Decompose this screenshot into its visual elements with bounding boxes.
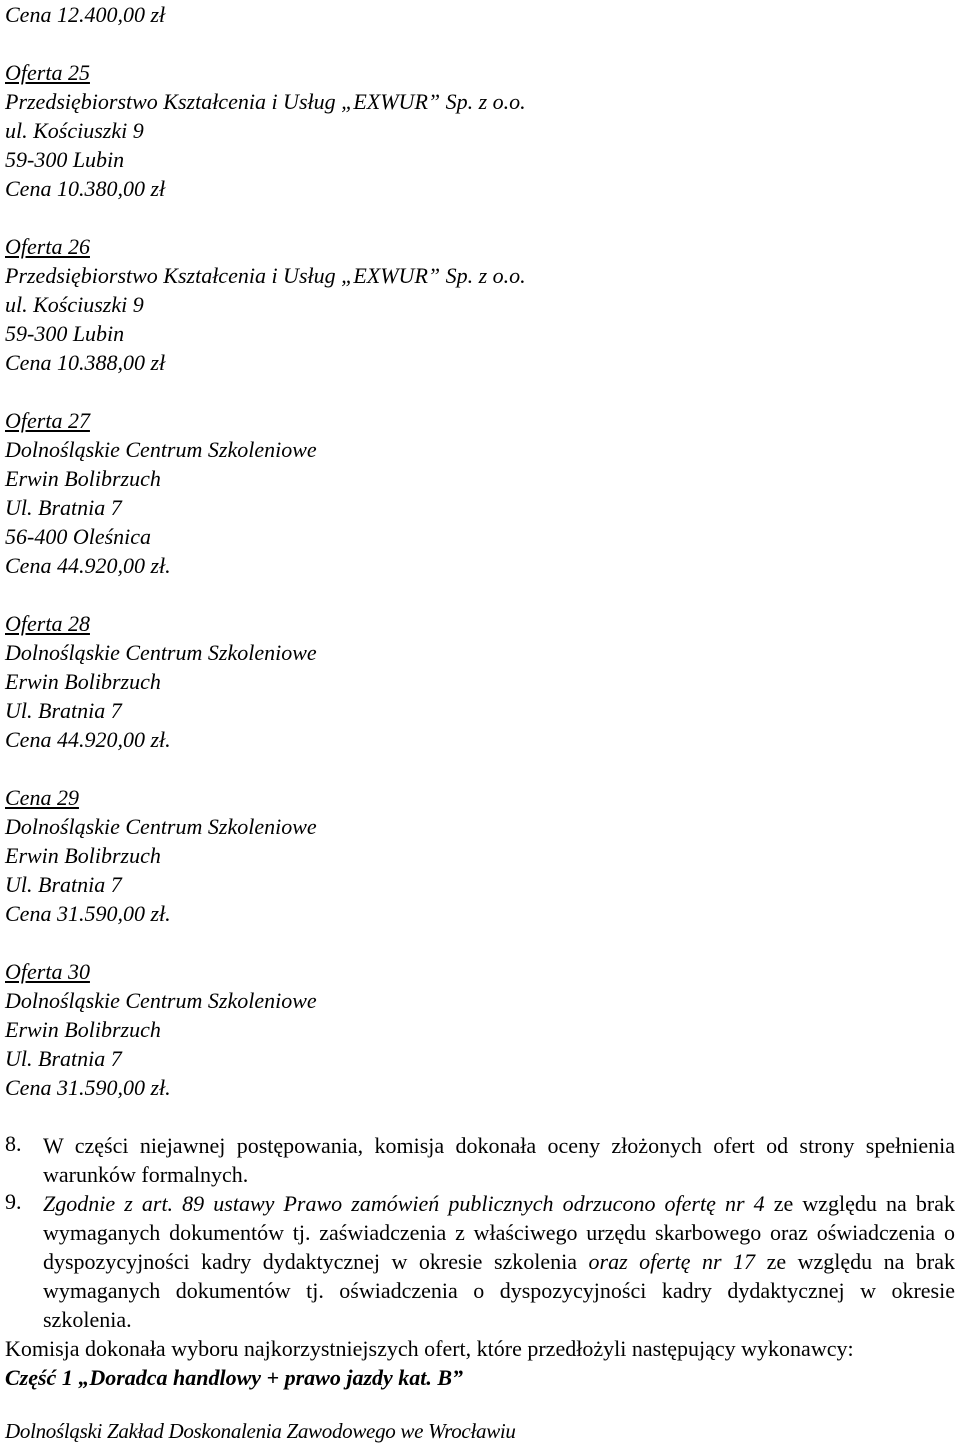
offer-block	[5, 232, 955, 377]
list-item-text: W części niejawnej postępowania, komisja dokonała oceny złożonych ofert od strony spełnienia warunków formalnych.	[43, 1133, 955, 1187]
numbered-list	[5, 1131, 955, 1334]
offer-line: ul. Kościuszki 9	[5, 292, 144, 317]
spacer	[5, 580, 955, 609]
offer-price: Cena 31.590,00 zł.	[5, 1075, 171, 1100]
offer-block	[5, 406, 955, 580]
list-item-text	[43, 1189, 955, 1334]
offer-block	[5, 58, 955, 203]
offer-title: Cena 29	[5, 785, 79, 810]
offer-title: Oferta 28	[5, 611, 90, 636]
offer-block	[5, 957, 955, 1102]
second-rejection: oraz ofertę nr 17	[588, 1249, 756, 1274]
offer-line: Ul. Bratnia 7	[5, 872, 122, 897]
offers-list	[5, 29, 955, 1102]
part-heading: Część 1 „Doradca handlowy + prawo jazdy kat. B”	[5, 1365, 464, 1390]
offer-price: Cena 10.388,00 zł	[5, 350, 166, 375]
offer-price: Cena 44.920,00 zł.	[5, 553, 171, 578]
spacer	[5, 203, 955, 232]
spacer	[5, 754, 955, 783]
offer-line: Dolnośląskie Centrum Szkoleniowe	[5, 988, 317, 1013]
footer: Dolnośląski Zakład Doskonalenia Zawodowego we Wrocławiu	[5, 1419, 516, 1443]
offer-line: Przedsiębiorstwo Kształcenia i Usług „EXWUR” Sp. z o.o.	[5, 89, 526, 114]
offer-line: 56-400 Oleśnica	[5, 524, 152, 549]
second-reason: ze względu na brak wymaganych dokumentów tj. oświadczenia o dyspozycyjności kadry dydaktycznej w okresie szkolenia.	[43, 1249, 955, 1332]
offer-block	[5, 609, 955, 754]
offer-price: Cena 10.380,00 zł	[5, 176, 166, 201]
offer-line: Dolnośląskie Centrum Szkoleniowe	[5, 437, 317, 462]
offer-line: Ul. Bratnia 7	[5, 495, 122, 520]
document-page	[5, 0, 955, 1392]
offer-block	[5, 783, 955, 928]
list-item-9	[5, 1189, 955, 1334]
offer-title: Oferta 30	[5, 959, 90, 984]
offer-line: Przedsiębiorstwo Kształcenia i Usług „EXWUR” Sp. z o.o.	[5, 263, 526, 288]
offer-line: Erwin Bolibrzuch	[5, 1017, 161, 1042]
rejection-reason: ze względu na brak wymaganych dokumentów tj. zaświadczenia z właściwego urzędu skarbowego oraz oświadczenia o dyspozycyjności kadry dydaktycznej w okresie szkolenia	[43, 1191, 955, 1274]
offer-price: Cena 31.590,00 zł.	[5, 901, 171, 926]
offer-line: 59-300 Lubin	[5, 321, 125, 346]
commission-paragraph: Komisja dokonała wyboru najkorzystniejszych ofert, które przedłożyli następujący wykonawcy:	[5, 1336, 854, 1361]
offer-line: Ul. Bratnia 7	[5, 1046, 122, 1071]
offer-line: Dolnośląskie Centrum Szkoleniowe	[5, 640, 317, 665]
offer-line: Erwin Bolibrzuch	[5, 669, 161, 694]
spacer	[5, 29, 955, 58]
top-price: Cena 12.400,00 zł	[5, 2, 166, 27]
offer-line: 59-300 Lubin	[5, 147, 125, 172]
list-number: 9.	[5, 1189, 22, 1214]
offer-title: Oferta 27	[5, 408, 90, 433]
offer-title: Oferta 26	[5, 234, 90, 259]
spacer	[5, 928, 955, 957]
offer-price: Cena 44.920,00 zł.	[5, 727, 171, 752]
spacer	[5, 377, 955, 406]
rejection-statement: Zgodnie z art. 89 ustawy Prawo zamówień publicznych odrzucono ofertę nr 4	[43, 1191, 765, 1216]
list-number: 8.	[5, 1131, 22, 1156]
offer-line: ul. Kościuszki 9	[5, 118, 144, 143]
offer-line: Erwin Bolibrzuch	[5, 843, 161, 868]
offer-line: Erwin Bolibrzuch	[5, 466, 161, 491]
offer-title: Oferta 25	[5, 60, 90, 85]
offer-line: Dolnośląskie Centrum Szkoleniowe	[5, 814, 317, 839]
offer-line: Ul. Bratnia 7	[5, 698, 122, 723]
list-item-8	[5, 1131, 955, 1189]
